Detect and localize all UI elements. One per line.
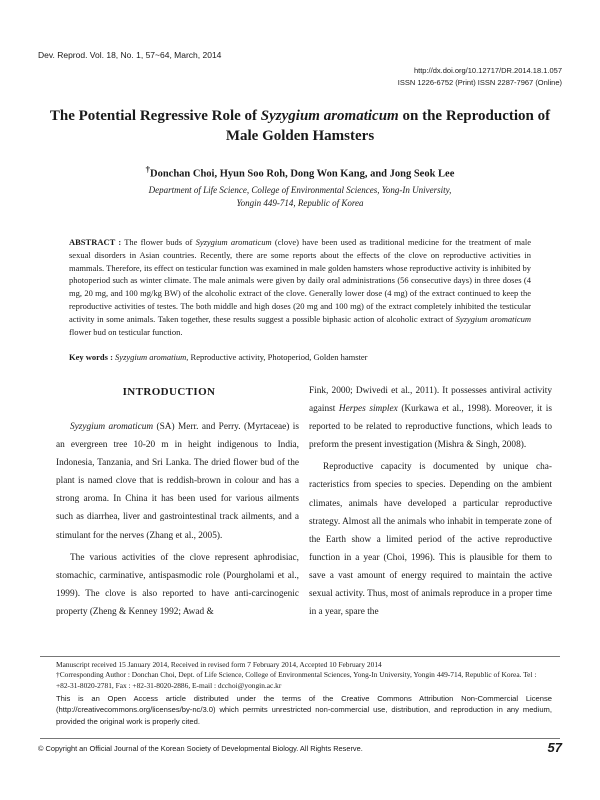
received-note: Manuscript received 15 January 2014, Received in revised form 7 February 2014, Accepted 10 February 2014 <box>56 660 382 669</box>
dagger-mark: † <box>145 164 150 174</box>
intro-paragraph-4: Reproductive capacity is documented by unique cha-racteristics from species to species. Depending on the ambient climates, animals have developed a particular reproductive strategy. Almost all the animals who inhabit in temperate zone of the Earth show a limited period of the active reproductive function in a year (Choi, 1996). This is plausible for them to save a vast amount of energy required to maintain the active sexual activity. Thus, most of animals reproduce in a proper time in a year, spare the <box>309 462 552 618</box>
title-part1: The Potential Regressive Role of <box>49 108 261 124</box>
copyright-notice: © Copyright an Official Journal of the Korean Society of Developmental Biology. All Rights Reserve. <box>38 744 363 753</box>
abstract-text-3: flower bud on testicular function. <box>69 326 183 337</box>
issn-numbers: ISSN 1226-6752 (Print) ISSN 2287-7967 (Online) <box>397 78 562 87</box>
keywords <box>69 351 531 364</box>
title-part2: on the Reproduction of Male Golden Hamsters <box>225 108 551 144</box>
keywords-species: Syzygium aromatium <box>115 352 187 362</box>
intro-p3-text-a: Fink, 2000; Dwivedi et al., 2011). It possesses antiviral activity against <box>309 386 552 415</box>
author-names: Donchan Choi, Hyun Soo Roh, Dong Won Kang, and Jong Seok Lee <box>149 168 455 180</box>
page-number: 57 <box>547 740 562 755</box>
affiliation-line2: Yongin 449-714, Republic of Korea <box>236 198 364 208</box>
affiliation-line1: Department of Life Science, College of Environmental Sciences, Yong-In University, <box>148 185 452 195</box>
abstract-label: ABSTRACT : <box>69 237 122 247</box>
intro-p3-text-b: (Kurkawa et al., 1998). Moreover, it is reported to be related to reproductive functions, which leads to preform the present investigation (Mishra & Singh, 2008). <box>309 404 552 451</box>
footnote-divider <box>40 656 560 657</box>
license-notice: This is an Open Access article distributed under the terms of the Creative Commons Attribution Non-Commercial License (http://creativecommons.org/licenses/by-nc/3.0) which permits unrestricted non-commercial use, distribution, and reproduction in any medium, provided the original work is properly cited. <box>56 694 552 726</box>
corresponding-author-note: †Corresponding Author : Donchan Choi, Dept. of Life Science, College of Environmental Sciences, Yong-In University, Yongin 449-714, Republic of Korea. Tel : +82-31-8020-2781, Fax : +82-31-8020-2886, E-mail : dcchoi@yongin.ac.kr <box>56 670 537 690</box>
abstract-text-1: The flower buds of <box>121 237 196 247</box>
intro-paragraph-2: The various activities of the clove represent aphrodisiac, stomachic, carminative, antispasmodic role (Pourgholami et al., 1999). The clove is also reported to have anti-carcinogenic property (Zheng & Kenney 1992; Awad & <box>56 552 299 617</box>
introduction-heading: INTRODUCTION <box>122 386 216 398</box>
keywords-label: Key words : <box>69 352 113 362</box>
doi-link[interactable]: http://dx.doi.org/10.12717/DR.2014.18.1.057 <box>413 66 562 75</box>
footer-divider <box>40 738 560 739</box>
author-list <box>40 164 560 180</box>
intro-paragraph-3 <box>309 382 552 454</box>
abstract-species-2: Syzygium aromaticum <box>455 313 531 324</box>
paper-title <box>40 106 560 146</box>
intro-species: Syzygium aromaticum <box>70 422 154 432</box>
intro-p3-virus: Herpes simplex <box>338 404 398 415</box>
keywords-rest: , Reproductive activity, Photoperiod, Golden hamster <box>186 352 368 362</box>
abstract <box>69 236 531 338</box>
intro-paragraph-1 <box>56 418 299 545</box>
abstract-text-2: (clove) have been used as traditional medicine for the treatment of male sexual disorders in Asian countries. Recently, there are some reports about the effects of the clove on reproductive activities in mammals. Therefore, its effect on testicular function was examined in male golden hamsters whose reproductive activity is inhibited by photoperiod such as winter climate. The male animals were given by daily oral administrations (56 consecutive days) in three doses (4 mg, 20 mg, and 100 mg/kg BW) of the alcoholic extract of the clove. Generally lower dose (4 mg) of the extract continued to keep the reproductive activities of testes. The both middle and high doses (20 mg and 100 mg) of the extract completely inhibited the testicular activity in some animals. Taken together, these results suggest a possible biphasic action of alcoholic extract of <box>69 237 531 324</box>
left-column <box>56 418 299 621</box>
footnotes <box>56 660 552 691</box>
intro-p1-text: (SA) Merr. and Perry. (Myrtaceae) is an evergreen tree 10-20 m in height indigenous to India, Indonesia, Tanzania, and Sri Lanka. The dried flower bud of the plant is named clove that is reddish-brown in colour and has a strong aroma. In China it has been used for various ailments such as diarrhea, liver and gastrointestinal track ailments, and a stimulant for the nerves (Zhang et al., 2005). <box>56 422 299 541</box>
title-species: Syzygium aromaticum <box>260 108 399 124</box>
affiliation <box>40 184 560 210</box>
right-column <box>309 382 552 621</box>
abstract-species-1: Syzygium aromaticum <box>195 237 272 247</box>
journal-reference: Dev. Reprod. Vol. 18, No. 1, 57~64, March, 2014 <box>38 50 222 60</box>
